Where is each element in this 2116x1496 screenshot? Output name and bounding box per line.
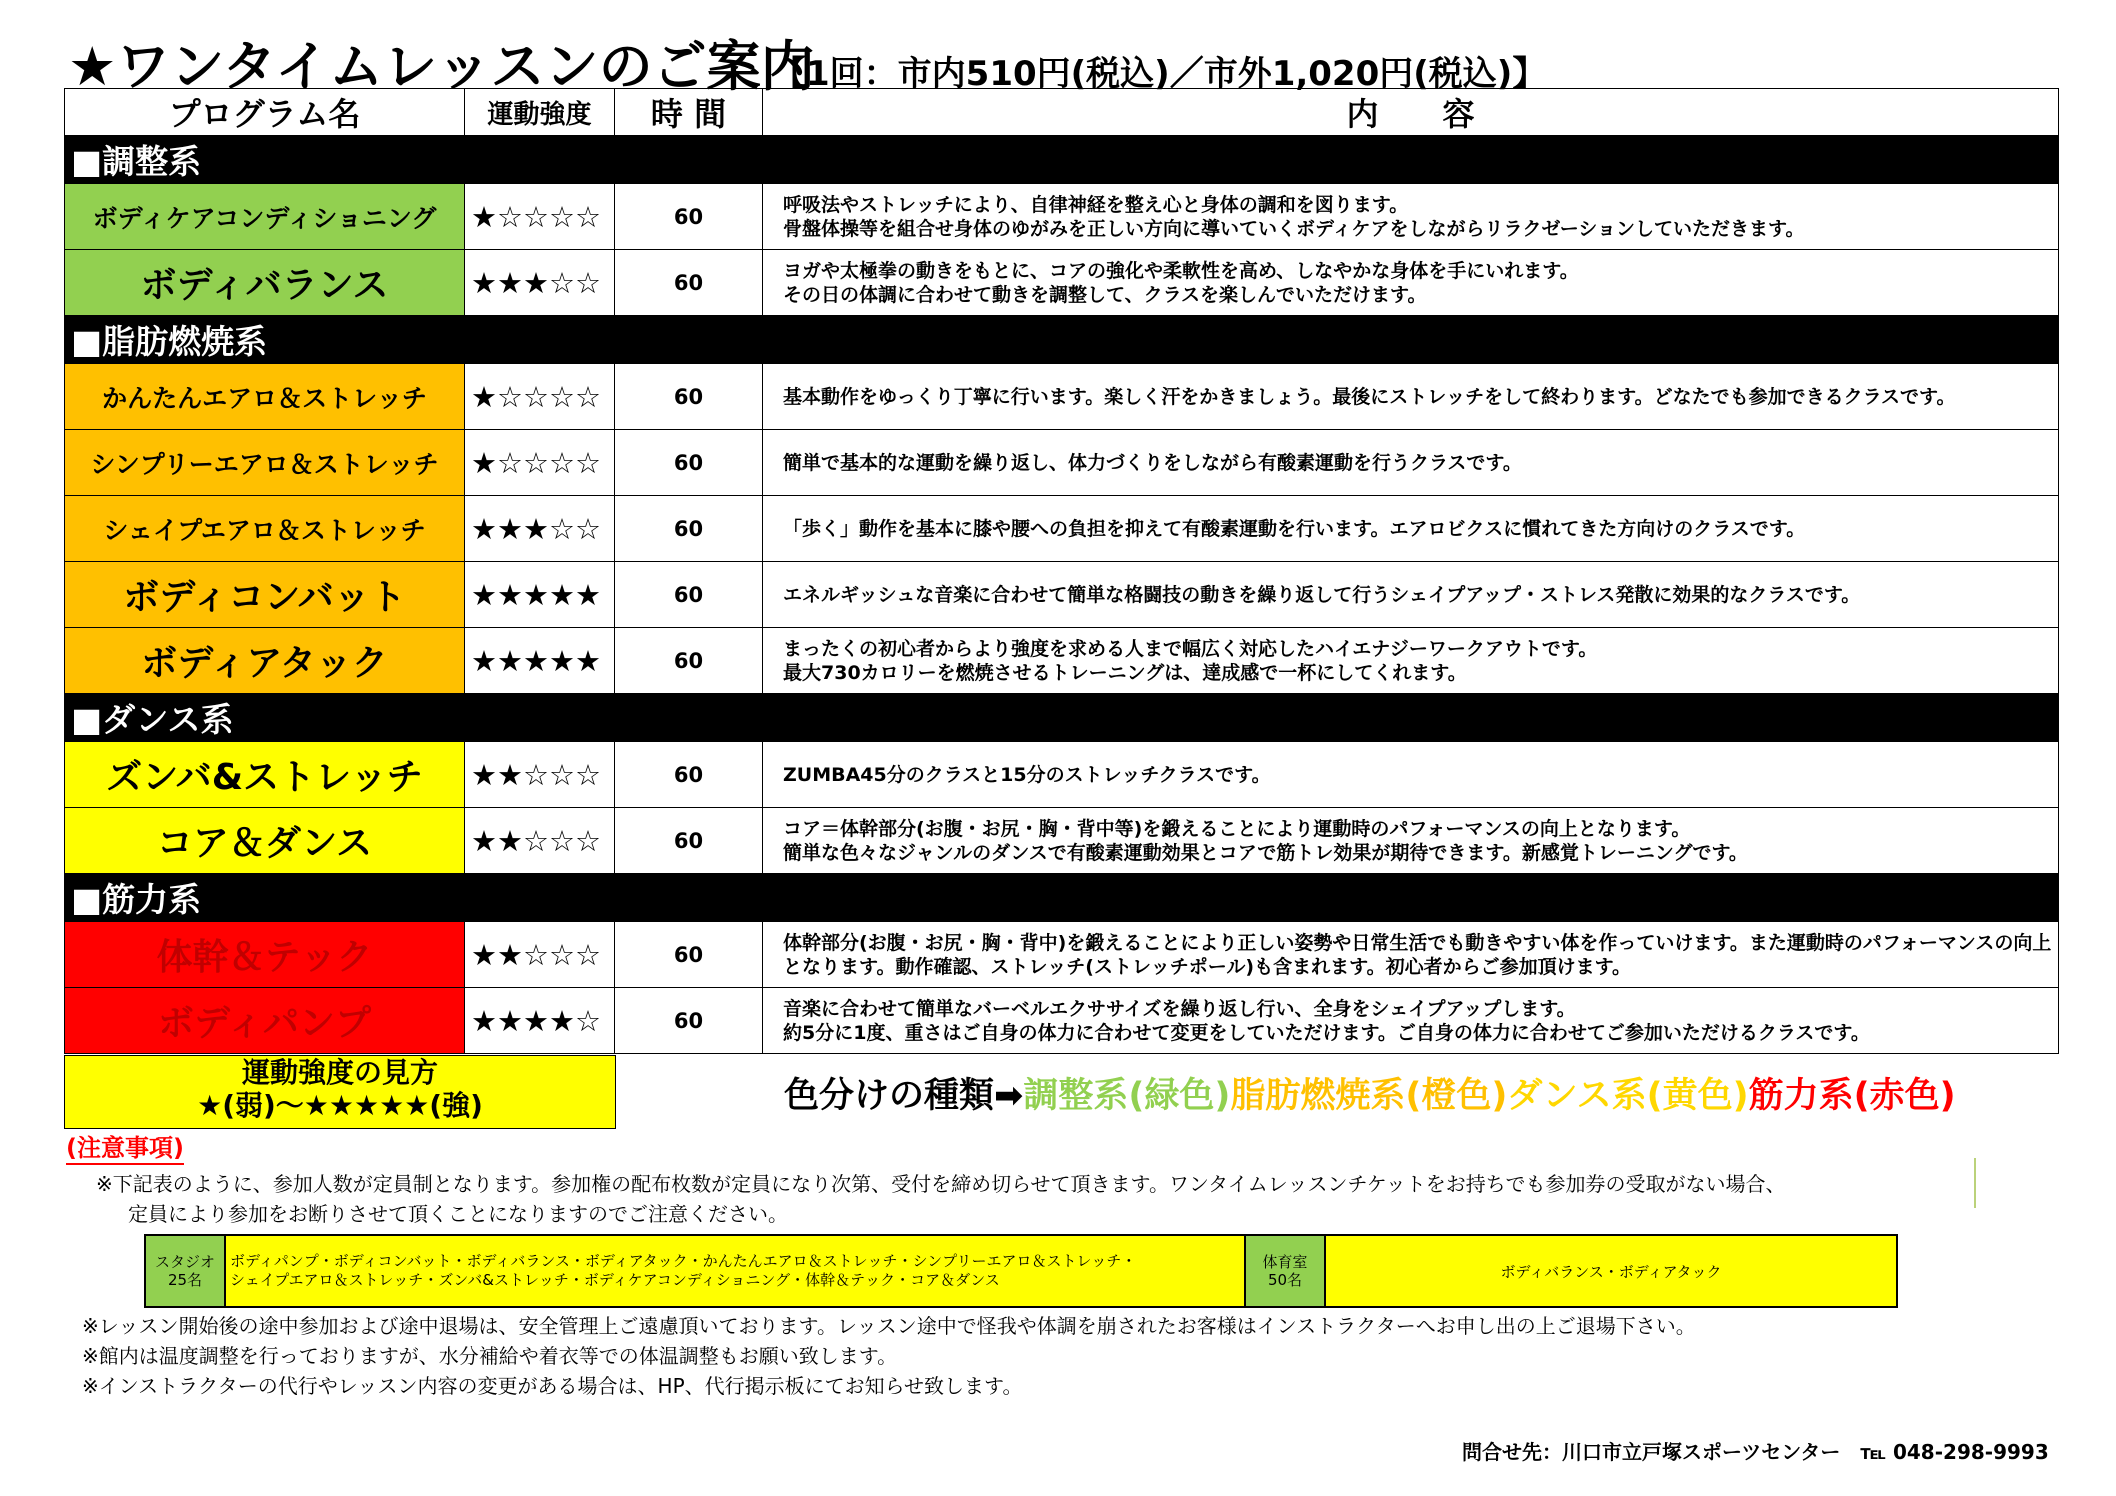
program-description bbox=[763, 496, 2059, 562]
program-name: ボディパンプ bbox=[65, 988, 465, 1054]
gym-label-cell bbox=[1245, 1235, 1325, 1307]
program-description bbox=[763, 562, 2059, 628]
gym-label: 体育室 bbox=[1262, 1253, 1308, 1271]
program-name: かんたんエアロ＆ストレッチ bbox=[65, 364, 465, 430]
description-line: 簡単で基本的な運動を繰り返し、体力づくりをしながら有酸素運動を行うクラスです。 bbox=[783, 451, 1522, 474]
color-key-yellow: ダンス系(黄色) bbox=[1507, 1076, 1749, 1116]
program-description bbox=[763, 988, 2059, 1054]
duration: 60 bbox=[615, 430, 763, 496]
section-header bbox=[65, 136, 2059, 184]
intensity-stars: ★★★☆☆ bbox=[465, 496, 615, 562]
program-row bbox=[65, 430, 2059, 496]
program-description bbox=[763, 364, 2059, 430]
duration: 60 bbox=[615, 184, 763, 250]
section-title: ■脂肪燃焼系 bbox=[65, 316, 2059, 364]
intensity-stars: ★★☆☆☆ bbox=[465, 742, 615, 808]
section-title: ■筋力系 bbox=[65, 874, 2059, 922]
program-description bbox=[763, 430, 2059, 496]
note-capacity-1: ※下記表のように、参加人数が定員制となります。参加権の配布枚数が定員になり次第、受付を締め切らせて頂きます。ワンタイムレッスンチケットをお持ちでも参加券の受取がない場合、 bbox=[96, 1172, 1786, 1196]
program-row bbox=[65, 250, 2059, 316]
description-line: その日の体調に合わせて動きを調整して、クラスを楽しんでいただけます。 bbox=[783, 283, 1427, 306]
program-row bbox=[65, 562, 2059, 628]
studio-programs-line2: シェイプエアロ＆ストレッチ・ズンバ&ストレッチ・ボディケアコンディショニング・体幹＆テック・コア＆ダンス bbox=[230, 1271, 1000, 1289]
studio-capacity: 25名 bbox=[167, 1271, 203, 1289]
program-name: シェイプエアロ＆ストレッチ bbox=[65, 496, 465, 562]
program-row bbox=[65, 808, 2059, 874]
description-line: ZUMBA45分のクラスと15分のストレッチクラスです。 bbox=[783, 763, 1271, 786]
note-capacity-2: 定員により参加をお断りさせて頂くことになりますのでご注意ください。 bbox=[128, 1202, 788, 1226]
program-row bbox=[65, 364, 2059, 430]
description-line: 約5分に1度、重さはご自身の体力に合わせて変更をしていただけます。ご自身の体力に合わせてご参加いただけるクラスです。 bbox=[783, 1021, 1870, 1044]
table-header bbox=[65, 89, 2059, 136]
legend-scale: ★(弱)～★★★★★(強) bbox=[197, 1089, 483, 1122]
header-time: 時 間 bbox=[615, 89, 763, 136]
intensity-stars: ★★☆☆☆ bbox=[465, 922, 615, 988]
program-name: コア＆ダンス bbox=[65, 808, 465, 874]
section-header bbox=[65, 316, 2059, 364]
header-content: 内 容 bbox=[763, 89, 2059, 136]
description-line: ヨガや太極拳の動きをもとに、コアの強化や柔軟性を高め、しなやかな身体を手にいれます。 bbox=[783, 259, 1579, 282]
header-program: プログラム名 bbox=[65, 89, 465, 136]
legend-title: 運動強度の見方 bbox=[241, 1056, 438, 1089]
edge-mark bbox=[1974, 1158, 1976, 1208]
program-name: ズンバ&ストレッチ bbox=[65, 742, 465, 808]
intensity-stars: ★☆☆☆☆ bbox=[465, 184, 615, 250]
duration: 60 bbox=[615, 808, 763, 874]
color-key-prefix: 色分けの種類➡ bbox=[784, 1076, 1024, 1116]
description-line: 最大730カロリーを燃焼させるトレーニングは、達成感で一杯にしてくれます。 bbox=[783, 661, 1467, 684]
description-line: 音楽に合わせて簡単なバーベルエクササイズを繰り返し行い、全身をシェイプアップします。 bbox=[783, 997, 1576, 1020]
program-description bbox=[763, 250, 2059, 316]
section-header bbox=[65, 694, 2059, 742]
program-name: 体幹＆テック bbox=[65, 922, 465, 988]
description-line: コア＝体幹部分(お腹・お尻・胸・背中等)を鍛えることにより運動時のパフォーマンスの向上となります。 bbox=[783, 817, 1691, 840]
duration: 60 bbox=[615, 922, 763, 988]
gym-programs: ボディバランス・ボディアタック bbox=[1325, 1235, 1897, 1307]
duration: 60 bbox=[615, 562, 763, 628]
caution-title: (注意事項) bbox=[66, 1128, 184, 1165]
duration: 60 bbox=[615, 742, 763, 808]
duration: 60 bbox=[615, 496, 763, 562]
color-key-green: 調整系(緑色) bbox=[1023, 1076, 1231, 1116]
color-key-orange: 脂肪燃焼系(橙色) bbox=[1230, 1076, 1508, 1116]
program-row bbox=[65, 742, 2059, 808]
note-temperature: ※館内は温度調整を行っておりますが、水分補給や着衣等での体温調整もお願い致します。 bbox=[82, 1344, 898, 1368]
program-row bbox=[65, 922, 2059, 988]
studio-label-cell bbox=[145, 1235, 225, 1307]
program-name: ボディアタック bbox=[65, 628, 465, 694]
description-line: まったくの初心者からより強度を求める人まで幅広く対応したハイエナジーワークアウトです。 bbox=[783, 637, 1598, 660]
description-line: 簡単な色々なジャンルのダンスで有酸素運動効果とコアで筋トレ効果が期待できます。新感覚トレーニングです。 bbox=[783, 841, 1748, 864]
note-late-entry: ※レッスン開始後の途中参加および途中退場は、安全管理上ご遠慮頂いております。レッスン途中で怪我や体調を崩されたお客様はインストラクターへお申し出の上ご退場下さい。 bbox=[82, 1314, 1696, 1338]
intensity-stars: ★★★★☆ bbox=[465, 988, 615, 1054]
description-line: 体幹部分(お腹・お尻・胸・背中)を鍛えることにより正しい姿勢や日常生活でも動きやすい体を作っていけます。また運動時のパフォーマンスの向上となります。動作確認、ストレッチ(ストレッチポール)も含まれます。初心者からご参加頂けます。 bbox=[783, 931, 2052, 978]
section-title: ■調整系 bbox=[65, 136, 2059, 184]
duration: 60 bbox=[615, 628, 763, 694]
program-description bbox=[763, 742, 2059, 808]
intensity-stars: ★★★★★ bbox=[465, 562, 615, 628]
capacity-table bbox=[144, 1234, 1898, 1308]
duration: 60 bbox=[615, 364, 763, 430]
program-row bbox=[65, 988, 2059, 1054]
program-description bbox=[763, 808, 2059, 874]
description-line: 基本動作をゆっくり丁寧に行います。楽しく汗をかきましょう。最後にストレッチをして終わります。どなたでも参加できるクラスです。 bbox=[783, 385, 1956, 408]
intensity-stars: ★★☆☆☆ bbox=[465, 808, 615, 874]
program-row bbox=[65, 184, 2059, 250]
price-info: 【1回：市内510円(税込)／市外1,020円(税込)】 bbox=[772, 54, 1547, 94]
section-header bbox=[65, 874, 2059, 922]
gym-capacity: 50名 bbox=[1267, 1271, 1303, 1289]
section-title: ■ダンス系 bbox=[65, 694, 2059, 742]
studio-label: スタジオ bbox=[154, 1253, 215, 1271]
studio-programs-line1: ボディパンプ・ボディコンバット・ボディバランス・ボディアタック・かんたんエアロ＆ストレッチ・シンプリーエアロ＆ストレッチ・ bbox=[230, 1252, 1137, 1270]
duration: 60 bbox=[615, 988, 763, 1054]
intensity-legend bbox=[64, 1055, 616, 1129]
program-table bbox=[64, 88, 2059, 1054]
program-name: ボディコンバット bbox=[65, 562, 465, 628]
program-name: ボディバランス bbox=[65, 250, 465, 316]
description-line: 「歩く」動作を基本に膝や腰への負担を抑えて有酸素運動を行います。エアロビクスに慣れてきた方向けのクラスです。 bbox=[783, 517, 1806, 540]
contact-info: 問合せ先：川口市立戸塚スポーツセンター ℡ 048-298-9993 bbox=[1462, 1440, 2049, 1464]
intensity-stars: ★★★★★ bbox=[465, 628, 615, 694]
intensity-stars: ★☆☆☆☆ bbox=[465, 364, 615, 430]
description-line: エネルギッシュな音楽に合わせて簡単な格闘技の動きを繰り返して行うシェイプアップ・ストレス発散に効果的なクラスです。 bbox=[783, 583, 1861, 606]
intensity-stars: ★★★☆☆ bbox=[465, 250, 615, 316]
program-description bbox=[763, 184, 2059, 250]
duration: 60 bbox=[615, 250, 763, 316]
color-key-red: 筋力系(赤色) bbox=[1748, 1076, 1956, 1116]
program-description bbox=[763, 922, 2059, 988]
note-changes: ※インストラクターの代行やレッスン内容の変更がある場合は、HP、代行掲示板にてお知らせ致します。 bbox=[82, 1374, 1023, 1398]
page-title: ★ワンタイムレッスンのご案内 bbox=[68, 35, 815, 98]
program-row bbox=[65, 496, 2059, 562]
color-key bbox=[784, 1068, 1956, 1118]
program-description bbox=[763, 628, 2059, 694]
program-name: ボディケアコンディショニング bbox=[65, 184, 465, 250]
studio-programs bbox=[225, 1235, 1245, 1307]
program-name: シンプリーエアロ＆ストレッチ bbox=[65, 430, 465, 496]
description-line: 骨盤体操等を組合せ身体のゆがみを正しい方向に導いていくボディケアをしながらリラクゼーションしていただきます。 bbox=[783, 217, 1805, 240]
description-line: 呼吸法やストレッチにより、自律神経を整え心と身体の調和を図ります。 bbox=[783, 193, 1409, 216]
intensity-stars: ★☆☆☆☆ bbox=[465, 430, 615, 496]
program-row bbox=[65, 628, 2059, 694]
header-intensity: 運動強度 bbox=[465, 89, 615, 136]
